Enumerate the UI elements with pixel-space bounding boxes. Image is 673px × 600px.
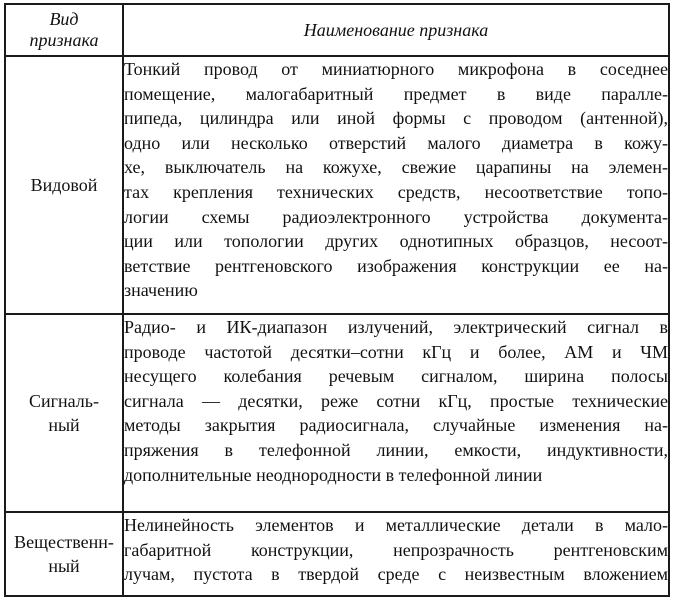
table-header-row bbox=[5, 4, 669, 56]
text-line: дополнительные неоднородности в телефонной линии bbox=[124, 464, 543, 485]
header-kind-line-1: Вид bbox=[49, 9, 79, 29]
table-row-visual bbox=[5, 56, 669, 314]
row-kind-label-line-2: ный bbox=[48, 556, 80, 576]
text-line: Тонкий провод от миниатюрного микрофона в соседнее bbox=[124, 59, 668, 79]
text-line: несущего колебания речевым сигналом, ширина полосы bbox=[124, 366, 668, 387]
document-page bbox=[4, 3, 668, 593]
text-line: логии схемы радиоэлектронного устройства документа- bbox=[124, 206, 668, 227]
text-line: методы закрытия радиосигнала, случайные изменения на- bbox=[124, 415, 668, 436]
text-line: ции или топологии других однотипных образцов, несоот- bbox=[124, 231, 668, 252]
text-line: габаритной конструкции, непрозрачность рентгеновским bbox=[124, 539, 668, 560]
row-description-cell bbox=[123, 512, 669, 596]
text-line: ветствие рентгеновского изображения конструкции ее на- bbox=[124, 255, 668, 276]
row-description-cell bbox=[123, 56, 669, 314]
text-line: проводе частотой десятки–сотни кГц и более, АМ и ЧМ bbox=[124, 341, 668, 362]
text-line: значению bbox=[124, 280, 198, 301]
header-kind-line-2: признака bbox=[29, 30, 99, 50]
text-line: помещение, малогабаритный предмет в виде паралле- bbox=[124, 83, 668, 104]
header-kind bbox=[5, 4, 123, 56]
row-kind-cell bbox=[5, 56, 123, 314]
text-line: пипеда, цилиндра или иной формы с проводом (антенной), bbox=[124, 108, 668, 129]
text-line: тах крепления технических средств, несоответствие топо- bbox=[124, 181, 668, 202]
text-line: пряжения в телефонной линии, емкости, индуктивности, bbox=[124, 439, 668, 460]
features-table bbox=[4, 3, 670, 597]
row-kind-cell bbox=[5, 512, 123, 596]
row-kind-label: Видовой bbox=[30, 175, 98, 195]
row-description-cell bbox=[123, 314, 669, 512]
table-row-signal bbox=[5, 314, 669, 512]
header-name: Наименование признака bbox=[123, 4, 669, 56]
text-line: одно или несколько отверстий малого диаметра в кожу- bbox=[124, 132, 668, 153]
table-row-material bbox=[5, 512, 669, 596]
text-line: Нелинейность элементов и металлические детали в мало- bbox=[124, 515, 668, 535]
row-kind-label-line-1: Вещественн- bbox=[14, 532, 114, 552]
row-kind-cell bbox=[5, 314, 123, 512]
text-line: хе, выключатель на кожухе, свежие царапины на элемен- bbox=[124, 157, 668, 178]
row-kind-label-line-1: Сигналь- bbox=[29, 391, 99, 411]
text-line: Радио- и ИК-диапазон излучений, электрический сигнал в bbox=[124, 317, 668, 337]
row-kind-label-line-2: ный bbox=[48, 415, 80, 435]
text-line: сигнала — десятки, реже сотни кГц, простые технические bbox=[124, 390, 668, 411]
text-line: лучам, пустота в твердой среде с неизвестным вложением bbox=[124, 564, 668, 585]
